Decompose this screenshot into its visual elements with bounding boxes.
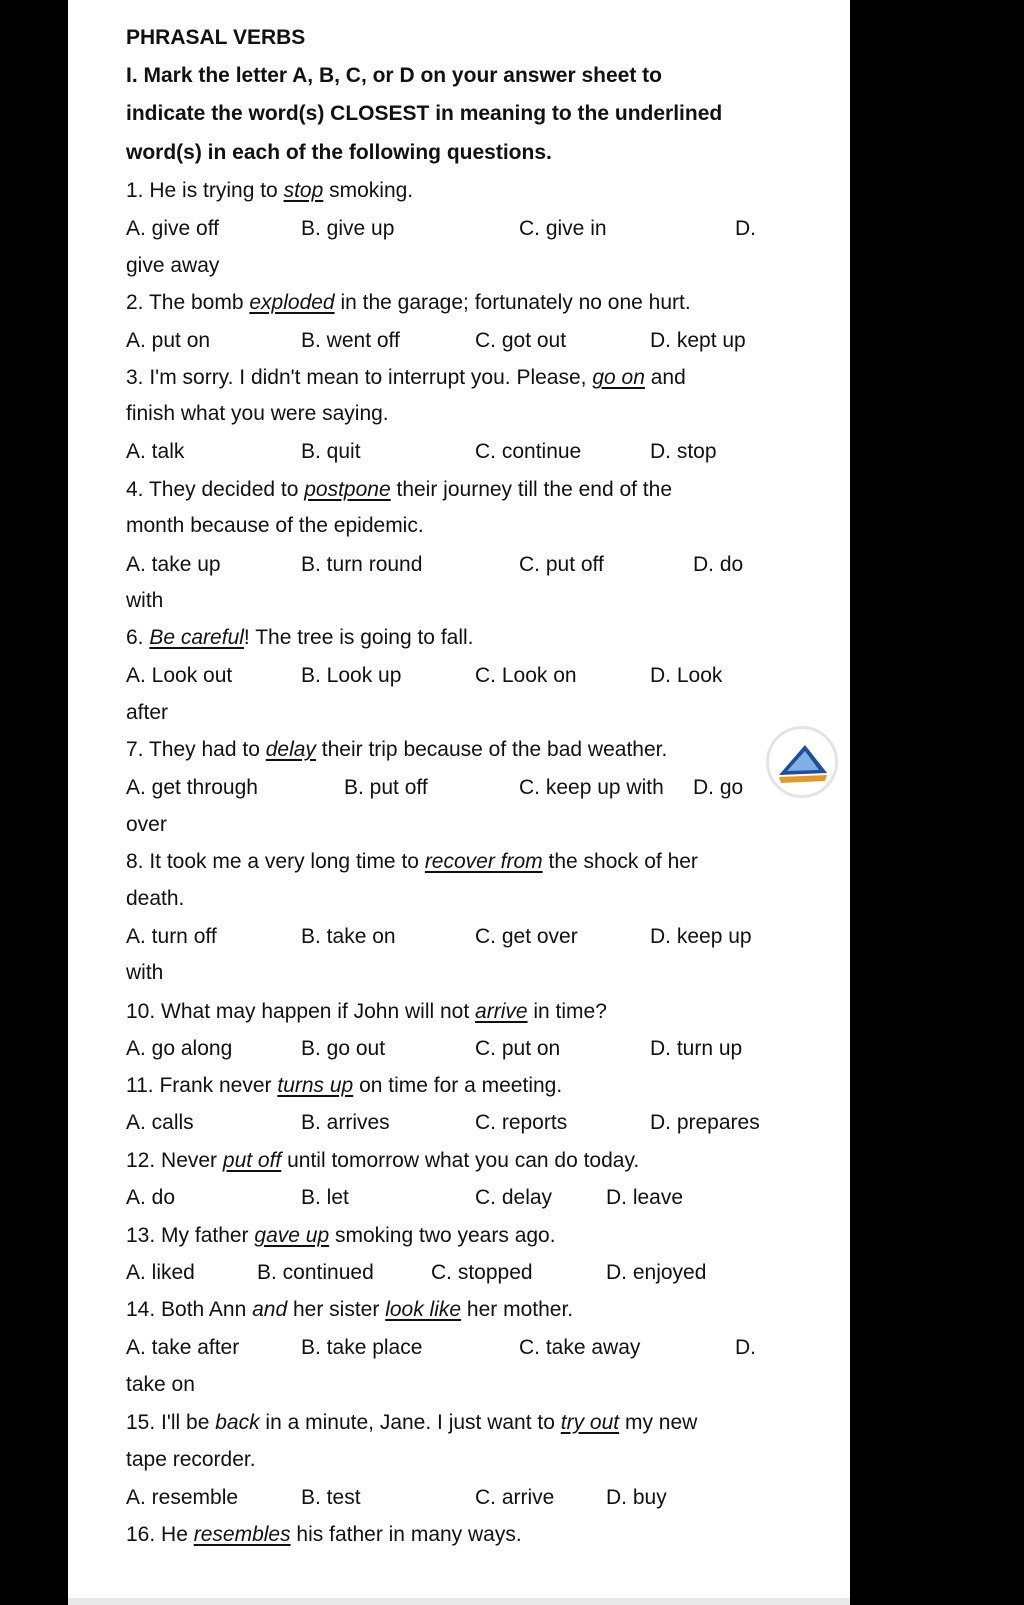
- underlined-word: put off: [222, 1149, 282, 1172]
- underlined-word: recover from: [424, 850, 543, 873]
- floating-app-badge[interactable]: [766, 726, 838, 798]
- question-8: 8. It took me a very long time to recover from the shock of her: [126, 850, 698, 873]
- q8-option-c: C. get over: [475, 925, 578, 948]
- q1-option-d-wrap: give away: [126, 254, 220, 277]
- q4-option-d: D. do: [693, 553, 744, 576]
- question-7: 7. They had to delay their trip because of the bad weather.: [126, 738, 668, 761]
- q7-option-c: C. keep up with: [519, 776, 664, 799]
- q10-option-a: A. go along: [126, 1037, 233, 1060]
- q6-option-c: C. Look on: [475, 664, 577, 687]
- underlined-word: exploded: [249, 291, 335, 314]
- q12-option-c: C. delay: [475, 1186, 553, 1209]
- question-10: 10. What may happen if John will not arrive in time?: [126, 1000, 607, 1023]
- q6-option-b: B. Look up: [301, 664, 402, 687]
- question-6: 6. Be careful! The tree is going to fall.: [126, 626, 474, 649]
- underlined-word: postpone: [304, 478, 391, 501]
- q2-option-a: A. put on: [126, 329, 211, 352]
- q15-option-c: C. arrive: [475, 1486, 555, 1509]
- q11-option-a: A. calls: [126, 1111, 194, 1134]
- q10-option-d: D. turn up: [650, 1037, 743, 1060]
- q6-option-a: A. Look out: [126, 664, 233, 687]
- q3-option-a: A. talk: [126, 440, 185, 463]
- q8-option-a: A. turn off: [126, 925, 217, 948]
- q12-option-d: D. leave: [606, 1186, 684, 1209]
- question-15-line-2: tape recorder.: [126, 1448, 256, 1471]
- q14-option-b: B. take place: [301, 1336, 423, 1359]
- q13-option-c: C. stopped: [431, 1261, 533, 1284]
- q1-option-d: D.: [735, 217, 756, 240]
- question-12: 12. Never put off until tomorrow what you can do today.: [126, 1149, 640, 1172]
- q7-option-b: B. put off: [344, 776, 428, 799]
- underlined-word: turns up: [277, 1074, 354, 1097]
- q14-option-c: C. take away: [519, 1336, 641, 1359]
- q1-option-c: C. give in: [519, 217, 607, 240]
- q14-option-d-wrap: take on: [126, 1373, 195, 1396]
- q15-option-b: B. test: [301, 1486, 361, 1509]
- q15-option-a: A. resemble: [126, 1486, 239, 1509]
- q11-option-d: D. prepares: [650, 1111, 760, 1134]
- underlined-word: look like: [385, 1298, 462, 1321]
- question-3-line-2: finish what you were saying.: [126, 402, 389, 425]
- q6-option-d-wrap: after: [126, 701, 169, 724]
- question-4: 4. They decided to postpone their journey till the end of the: [126, 478, 672, 501]
- q3-option-c: C. continue: [475, 440, 582, 463]
- worksheet-page: [68, 0, 850, 1598]
- question-13: 13. My father gave up smoking two years ago.: [126, 1224, 556, 1247]
- q8-option-d: D. keep up: [650, 925, 752, 948]
- question-3: 3. I'm sorry. I didn't mean to interrupt you. Please, go on and: [126, 366, 686, 389]
- q7-option-d: D. go: [693, 776, 744, 799]
- underlined-word: resembles: [193, 1523, 291, 1546]
- q2-option-d: D. kept up: [650, 329, 746, 352]
- book-logo-icon: [775, 737, 831, 789]
- q11-option-c: C. reports: [475, 1111, 568, 1134]
- q14-option-a: A. take after: [126, 1336, 240, 1359]
- q13-option-d: D. enjoyed: [606, 1261, 707, 1284]
- q3-option-d: D. stop: [650, 440, 717, 463]
- q1-option-b: B. give up: [301, 217, 395, 240]
- q12-option-a: A. do: [126, 1186, 176, 1209]
- q2-option-c: C. got out: [475, 329, 567, 352]
- underlined-word: Be careful: [149, 626, 244, 649]
- q8-option-d-wrap: with: [126, 961, 164, 984]
- q13-option-a: A. liked: [126, 1261, 195, 1284]
- underlined-word: arrive: [475, 1000, 528, 1023]
- q8-option-b: B. take on: [301, 925, 396, 948]
- q1-option-a: A. give off: [126, 217, 220, 240]
- underlined-word: try out: [560, 1411, 620, 1434]
- underlined-word: delay: [265, 738, 316, 761]
- question-11: 11. Frank never turns up on time for a meeting.: [126, 1074, 563, 1097]
- question-15: 15. I'll be back in a minute, Jane. I just want to try out my new: [126, 1411, 698, 1434]
- q14-option-d: D.: [735, 1336, 756, 1359]
- q10-option-b: B. go out: [301, 1037, 386, 1060]
- q4-option-c: C. put off: [519, 553, 604, 576]
- q6-option-d: D. Look: [650, 664, 723, 687]
- q11-option-b: B. arrives: [301, 1111, 390, 1134]
- question-16: 16. He resembles his father in many ways.: [126, 1523, 522, 1546]
- instruction-line-3: word(s) in each of the following questions.: [126, 141, 552, 164]
- question-8-line-2: death.: [126, 887, 185, 910]
- q3-option-b: B. quit: [301, 440, 361, 463]
- q10-option-c: C. put on: [475, 1037, 561, 1060]
- q2-option-b: B. went off: [301, 329, 400, 352]
- page-bottom-edge: [68, 1598, 850, 1605]
- instruction-line-1: I. Mark the letter A, B, C, or D on your answer sheet to: [126, 64, 662, 87]
- underlined-word: stop: [283, 179, 324, 202]
- q7-option-d-wrap: over: [126, 813, 167, 836]
- q15-option-d: D. buy: [606, 1486, 667, 1509]
- underlined-word: gave up: [254, 1224, 330, 1247]
- q4-option-b: B. turn round: [301, 553, 423, 576]
- page-title: PHRASAL VERBS: [126, 26, 306, 49]
- underlined-word: go on: [592, 366, 645, 389]
- q13-option-b: B. continued: [257, 1261, 374, 1284]
- question-4-line-2: month because of the epidemic.: [126, 514, 424, 537]
- question-2: 2. The bomb exploded in the garage; fortunately no one hurt.: [126, 291, 691, 314]
- question-1: 1. He is trying to stop smoking.: [126, 179, 414, 202]
- q7-option-a: A. get through: [126, 776, 258, 799]
- q4-option-a: A. take up: [126, 553, 221, 576]
- instruction-line-2: indicate the word(s) CLOSEST in meaning to the underlined: [126, 102, 723, 125]
- q4-option-d-wrap: with: [126, 589, 164, 612]
- q12-option-b: B. let: [301, 1186, 349, 1209]
- question-14: 14. Both Ann and her sister look like her mother.: [126, 1298, 574, 1321]
